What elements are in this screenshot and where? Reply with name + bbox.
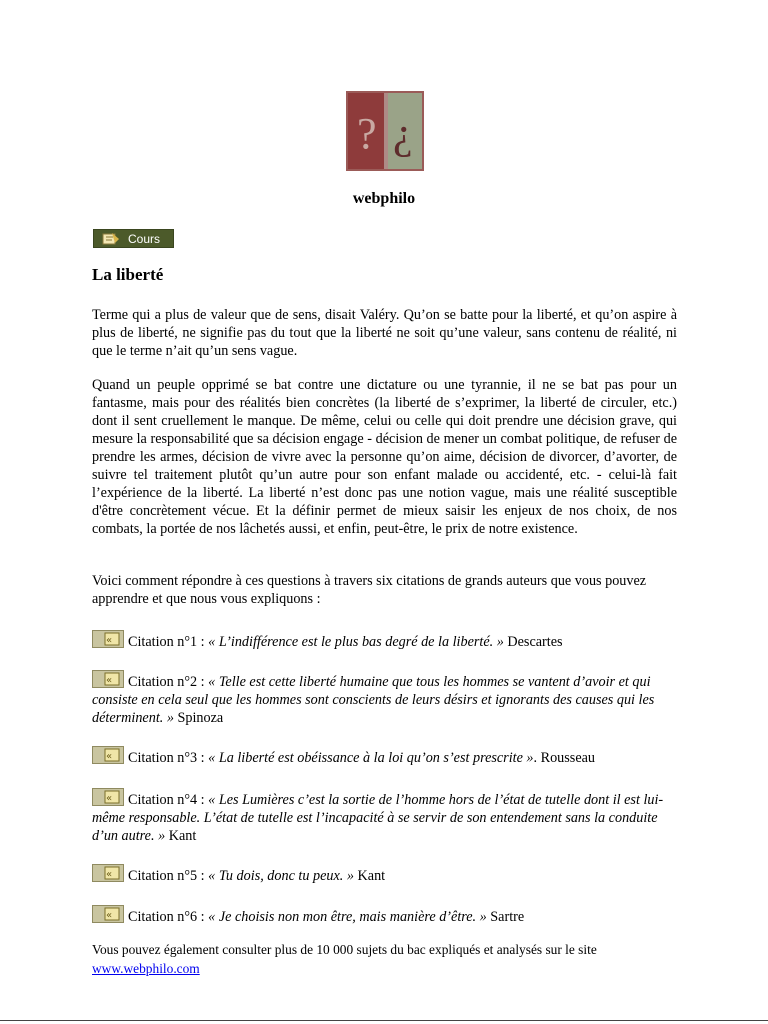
svg-text:«: « [106,675,113,686]
quote-icon [92,630,124,648]
citation-label: Citation n°5 : [128,868,209,884]
quote-icon [92,905,124,923]
citation-quote: « Je choisis non mon être, mais manière d’être. » [208,909,487,925]
svg-text:«: « [106,751,113,762]
svg-text:«: « [106,910,113,921]
citation-label: Citation n°2 : [128,674,209,690]
site-title: webphilo [352,190,416,207]
citation-label: Citation n°3 : [128,750,209,766]
citation-quote: « Tu dois, donc tu peux. » [208,868,354,884]
citation-6 [92,905,677,926]
citation-label: Citation n°4 : [128,792,209,808]
logo-question-glyph: ? [357,109,377,158]
quote-icon [92,670,124,688]
citation-quote: « Les Lumières c’est la sortie de l’homme hors de l’état de tutelle dont il est lui-même responsable. L’état de tutelle est l’incapacité à se servir de son entendement sans la conduite d’un autre. » [92,792,664,844]
citation-author: . Rousseau [533,750,596,766]
logo-inverted-question-glyph: ¿ [393,109,413,158]
citation-1 [92,630,677,651]
book-icon [102,232,120,246]
webphilo-logo [346,91,424,171]
svg-text:«: « [106,635,113,646]
citation-author: Kant [165,828,197,844]
citations-intro: Voici comment répondre à ces questions à travers six citations de grands auteurs que vous pouvez apprendre et que nous vous expliquons : [92,573,647,607]
quote-icon [92,788,124,806]
svg-text:«: « [106,793,113,804]
citation-author: Sartre [486,909,525,925]
citation-quote: « Telle est cette liberté humaine que tous les hommes se vantent d’avoir et qui consiste en cela seul que les hommes sont conscients de leurs désirs et ignorants des causes qui les déterminent. » [92,674,655,726]
citation-author: Descartes [503,634,563,650]
webphilo-link[interactable]: www.webphilo.com [92,961,200,976]
citation-2 [92,670,677,727]
cours-button-label: Cours [128,231,161,246]
citation-label: Citation n°1 : [128,634,209,650]
page-divider [0,1020,768,1021]
citation-author: Kant [353,868,386,884]
quote-icon [92,864,124,882]
citation-author: Spinoza [173,710,224,726]
citation-quote: « L’indifférence est le plus bas degré de la liberté. » [208,634,504,650]
footer-text: Vous pouvez également consulter plus de 10 000 sujets du bac expliqués et analysés sur le site [92,942,597,957]
citation-quote: « La liberté est obéissance à la loi qu’on s’est prescrite » [208,750,534,766]
body-paragraph: Quand un peuple opprimé se bat contre une dictature ou une tyrannie, il ne se bat pas pour un fantasme, mais pour des réalités bien concrètes (la liberté de s’exprimer, la liberté de circuler, etc.) dont il sent cruellement le manque. De même, celui ou celle qui doit prendre une décision grave, qui mesure la responsabilité que sa décision engage - décision de mener un combat politique, de refuser de prendre les armes, décision de vivre avec la personne qu’on aime, décision de divorcer, d’avorter, de suivre tel traitement plutôt qu’un autre pour son enfant malade ou accidenté, etc. - celui-là fait l’expérience de la liberté. La liberté n’est donc pas une notion vague, mais une réalité susceptible d'être concrètement vécue. Et la définir permet de mieux saisir les enjeux de nos choix, de nos combats, la portée de nos lâchetés aussi, et enfin, peut-être, le prix de notre existence. [92,377,677,537]
citation-5 [92,864,677,885]
citation-label: Citation n°6 : [128,909,209,925]
intro-paragraph: Terme qui a plus de valeur que de sens, disait Valéry. Qu’on se batte pour la liberté, et qu’on aspire à plus de liberté, ne signifie pas du tout que la liberté ne soit qu’une valeur, sans contenu de réalité, ni que le terme n’ait qu’un sens vague. [92,307,677,359]
citation-3 [92,746,677,767]
logo-glyphs [348,93,422,169]
svg-text:«: « [106,869,113,880]
article-title: La liberté [92,265,164,284]
cours-button[interactable] [93,229,174,248]
citation-4 [92,788,677,845]
quote-icon [92,746,124,764]
